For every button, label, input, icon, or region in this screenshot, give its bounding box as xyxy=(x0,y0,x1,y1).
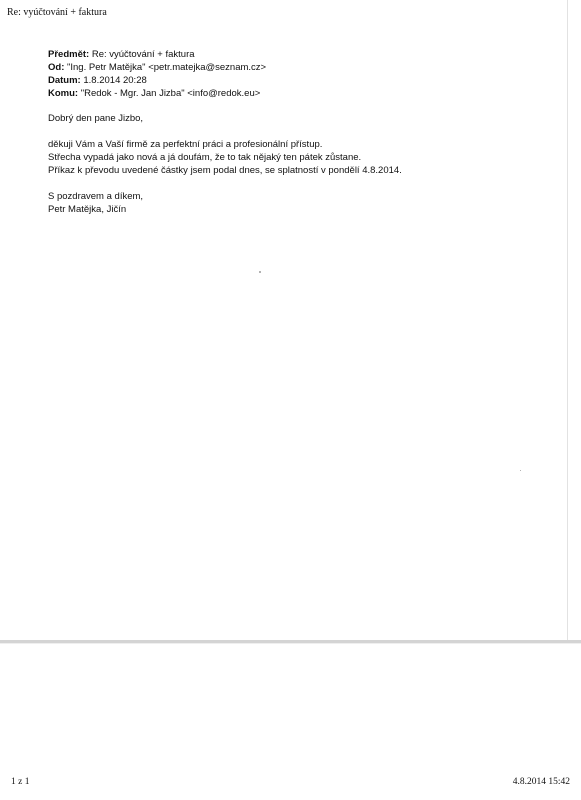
header-from xyxy=(48,61,266,74)
scan-speck xyxy=(520,470,521,471)
header-to xyxy=(48,87,266,100)
page-break-shadow xyxy=(0,643,581,644)
body-line: děkuji Vám a Vaší firmě za perfektní práci a profesionální přístup. xyxy=(48,139,323,150)
email-headers xyxy=(48,48,266,100)
email-body xyxy=(48,112,402,216)
body-greeting: Dobrý den pane Jizbo, xyxy=(48,113,144,124)
header-subject-label: Předmět: xyxy=(48,49,90,60)
header-subject xyxy=(48,48,266,61)
footer-page-number: 1 z 1 xyxy=(11,777,30,787)
header-to-value: "Redok - Mgr. Jan Jizba" <info@redok.eu> xyxy=(78,88,261,99)
body-signature: Petr Matějka, Jičín xyxy=(48,204,127,215)
header-from-value: "Ing. Petr Matějka" <petr.matejka@seznam.cz> xyxy=(64,62,267,73)
footer-timestamp: 4.8.2014 15:42 xyxy=(512,777,570,787)
header-from-label: Od: xyxy=(48,62,65,73)
header-date xyxy=(48,74,266,87)
body-line: Střecha vypadá jako nová a já doufám, že to tak nějaký ten pátek zůstane. xyxy=(48,152,362,163)
header-date-label: Datum: xyxy=(48,75,81,86)
body-line: Příkaz k převodu uvedené částky jsem podal dnes, se splatností v pondělí 4.8.2014. xyxy=(48,165,402,176)
print-header-title: Re: vyúčtování + faktura xyxy=(7,7,107,18)
scan-speck xyxy=(259,271,261,273)
header-to-label: Komu: xyxy=(48,88,79,99)
header-subject-value: Re: vyúčtování + faktura xyxy=(89,49,195,60)
header-date-value: 1.8.2014 20:28 xyxy=(80,75,147,86)
body-closing: S pozdravem a díkem, xyxy=(48,191,144,202)
